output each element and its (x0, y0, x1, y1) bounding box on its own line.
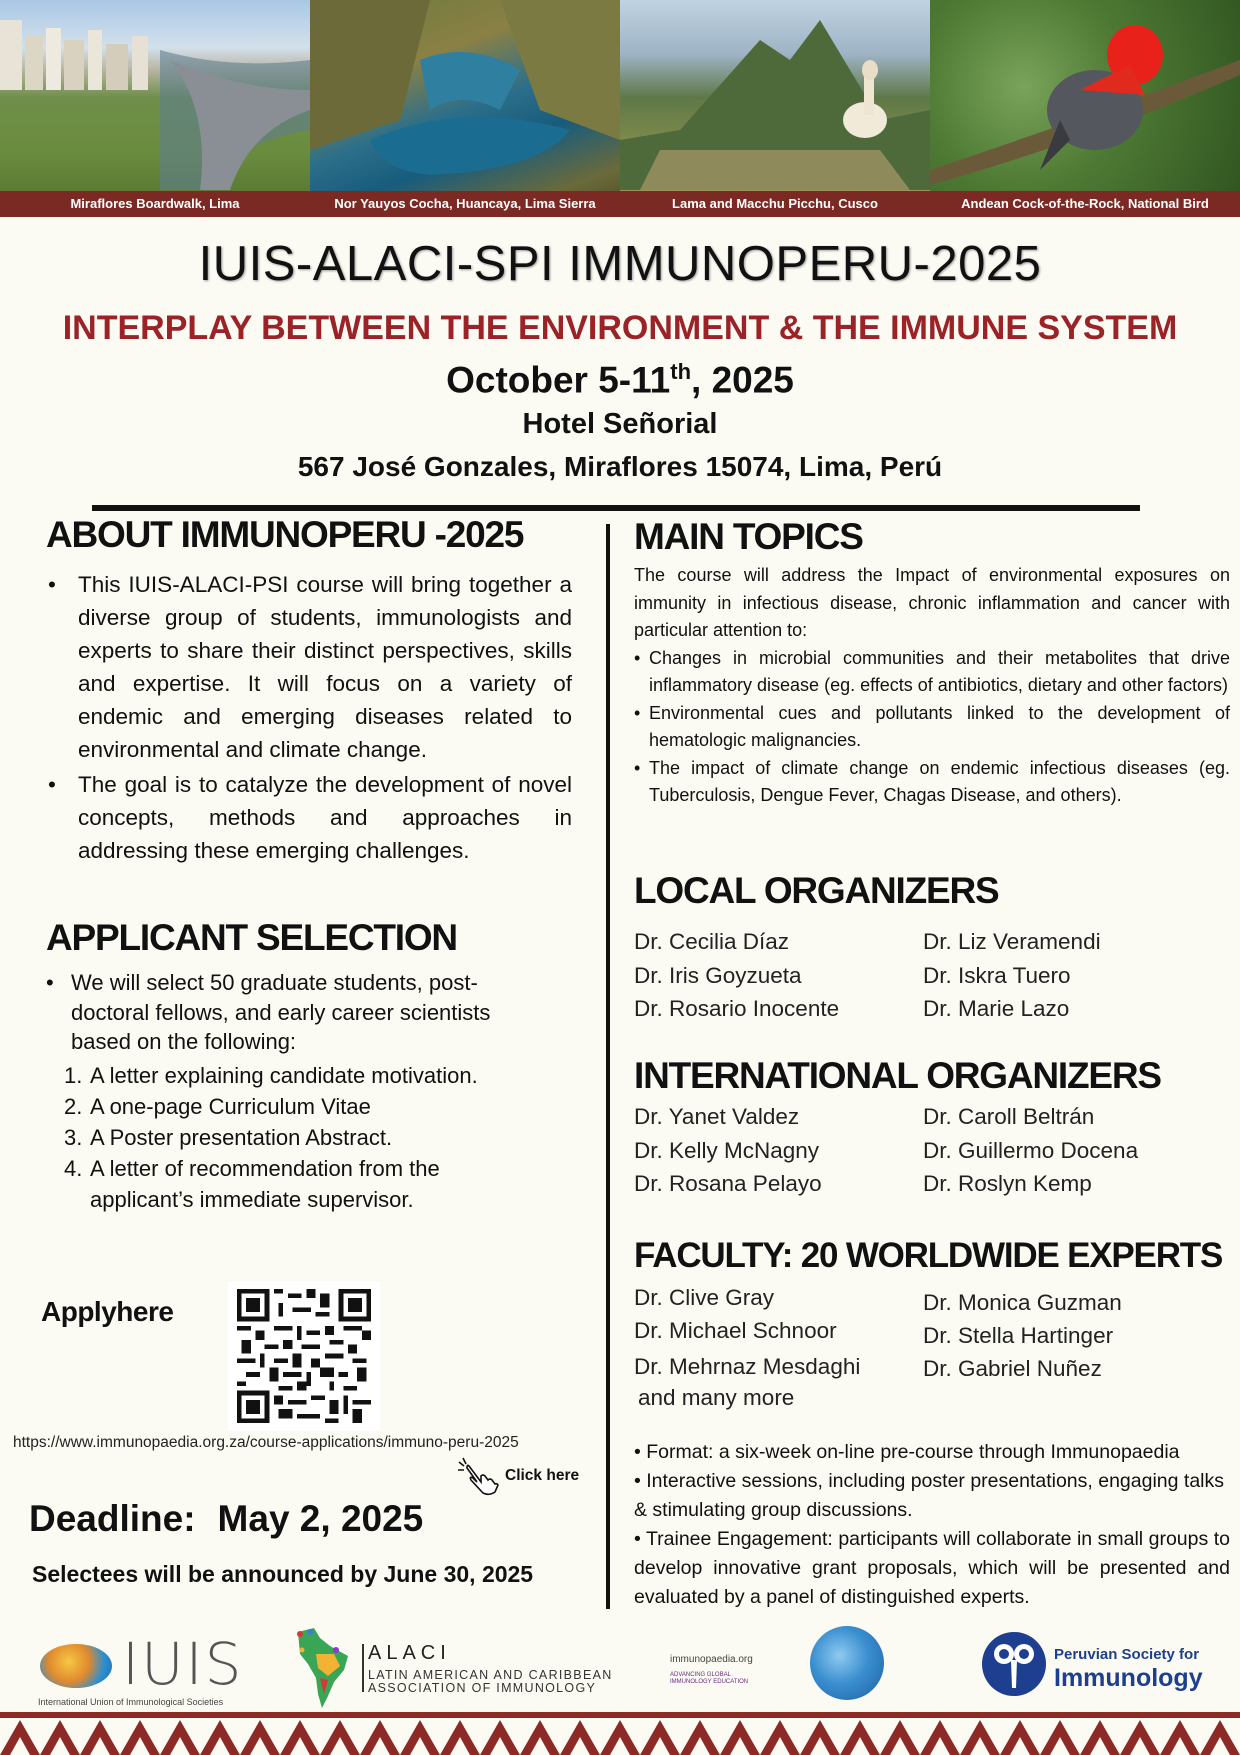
faculty-col-2 (923, 1286, 1213, 1413)
selection-number: 2. (64, 1093, 83, 1119)
faculty-heading: FACULTY: 20 WORLDWIDE EXPERTS (634, 1236, 1223, 1275)
faculty-col-1 (634, 1281, 923, 1413)
header-divider (92, 505, 1140, 511)
faculty-name: Dr. Monica Guzman (923, 1290, 1122, 1315)
international-organizers-section (634, 1055, 1230, 1201)
selection-item (46, 1153, 516, 1215)
announcement: Selectees will be announced by June 30, 2025 (32, 1561, 534, 1587)
topics-intro: The course will address the Impact of environmental exposures on immunity in infectious disease, chronic inflammation and cancer with particular attention to: (634, 565, 1230, 640)
topic-item: • Environmental cues and pollutants linked to the development of hematologic malignancies. (634, 700, 1230, 755)
selection-heading: APPLICANT SELECTION (46, 917, 457, 958)
selection-section (46, 917, 572, 1215)
faculty-section (634, 1236, 1230, 1413)
pointing-hand-icon (455, 1456, 501, 1496)
immunopaedia-logo (660, 1622, 900, 1712)
faculty-list (634, 1281, 1230, 1413)
faculty-name: Dr. Gabriel Nuñez (923, 1356, 1102, 1381)
date-year: , 2025 (691, 359, 794, 401)
organizer-name: Dr. Kelly McNagny (634, 1137, 820, 1163)
organizer-name: Dr. Iskra Tuero (923, 962, 1071, 988)
photo-caption: Andean Cock-of-the-Rock, National Bird (930, 191, 1240, 217)
detail-format: • Format: a six-week on-line pre-course through Immunopaedia (634, 1441, 1180, 1463)
local-organizers-section (634, 870, 1230, 1026)
about-section (46, 514, 572, 869)
organizer-name: Dr. Liz Veramendi (923, 929, 1101, 954)
organizer-name: Dr. Iris Goyzueta (634, 962, 802, 988)
psi-line-1: Peruvian Society for (1054, 1646, 1200, 1663)
selection-text: A letter explaining candidate motivation. (90, 1062, 478, 1088)
apply-url-link[interactable]: https://www.immunopaedia.org.za/course-applications/immuno-peru-2025 (13, 1434, 519, 1451)
organizer-name: Dr. Yanet Valdez (634, 1104, 800, 1129)
page-title: IUIS-ALACI-SPI IMMUNOPERU-2025 (198, 237, 1042, 291)
psi-emblem-icon (978, 1626, 1050, 1698)
organizer-name: Dr. Guillermo Docena (923, 1137, 1139, 1163)
deadline-date: May 2, 2025 (217, 1498, 424, 1539)
photo-miraflores (0, 0, 310, 217)
organizer-name: Dr. Rosana Pelayo (634, 1171, 822, 1196)
organizer-name: Dr. Rosario Inocente (634, 996, 840, 1021)
date-suffix: th (670, 359, 692, 384)
event-date (0, 359, 1240, 401)
organizer-name: Dr. Cecilia Díaz (634, 929, 790, 954)
detail-sessions: • Interactive sessions, including poster presentations, engaging talks & stimulating group discussions. (634, 1470, 1224, 1521)
photo-caption: Lama and Macchu Picchu, Cusco (620, 191, 930, 217)
organizer-name: Dr. Marie Lazo (923, 996, 1070, 1021)
international-organizers-heading: INTERNATIONAL ORGANIZERS (634, 1055, 1161, 1096)
selection-item (46, 1122, 572, 1153)
immunopaedia-tagline: ADVANCING GLOBAL IMMUNOLOGY EDUCATION (670, 1672, 749, 1685)
faculty-name: Dr. Stella Hartinger (923, 1323, 1114, 1348)
selection-number: 3. (64, 1124, 83, 1150)
selection-item (46, 1060, 572, 1091)
immunopaedia-name: immunopaedia.org (670, 1654, 753, 1665)
selection-text: A letter of recommendation from the applicant’s immediate supervisor. (90, 1155, 440, 1212)
deadline (29, 1498, 423, 1540)
photo-strip (0, 0, 1240, 217)
event-address: 567 José Gonzales, Miraflores 15074, Lima, Perú (297, 451, 943, 482)
iuis-subtitle: International Union of Immunological Societies (38, 1697, 224, 1707)
detail-engagement: • Trainee Engagement: participants will collaborate in small groups to develop innovative grant proposals, which will be presented and evaluated by a panel of distinguished experts. (634, 1528, 1230, 1608)
photo-cock-of-the-rock (930, 0, 1240, 217)
selection-number: 4. (64, 1155, 83, 1181)
topic-item: • The impact of climate change on endemic infectious diseases (eg. Tuberculosis, Dengue Fever, Chagas Disease, and others). (634, 755, 1230, 810)
column-divider (606, 524, 610, 1609)
selection-text: A Poster presentation Abstract. (90, 1124, 393, 1150)
faculty-name: Dr. Michael Schnoor (634, 1318, 837, 1343)
local-organizers-heading: LOCAL ORGANIZERS (634, 870, 999, 911)
about-heading: ABOUT IMMUNOPERU -2025 (46, 514, 524, 555)
selection-text: A one-page Curriculum Vitae (90, 1093, 371, 1119)
selection-intro: • We will select 50 graduate students, post-doctoral fellows, and early career scientists based on the following: (46, 968, 546, 1057)
alaci-name: ALACI (368, 1642, 451, 1664)
alaci-line-2: ASSOCIATION OF IMMUNOLOGY (368, 1681, 597, 1695)
iuis-logo (38, 1630, 244, 1710)
alaci-line-1: LATIN AMERICAN AND CARIBBEAN (368, 1668, 613, 1682)
topics-list (634, 645, 1230, 810)
iuis-name: IUIS (122, 1630, 244, 1698)
earth-icon (810, 1626, 884, 1700)
globe-icon (40, 1644, 112, 1688)
date-main: October 5-11 (446, 359, 671, 401)
about-item: • The goal is to catalyze the development of novel concepts, methods and approaches in addressing these emerging challenges. (46, 768, 572, 867)
photo-caption: Miraflores Boardwalk, Lima (0, 191, 310, 217)
faculty-name: Dr. Mehrnaz Mesdaghi (634, 1354, 861, 1379)
psi-line-2: Immunology (1054, 1664, 1203, 1692)
alaci-logo (290, 1624, 620, 1709)
selection-list (46, 1060, 572, 1215)
international-organizers-list (634, 1100, 1230, 1201)
photo-nor-yauyos (310, 0, 620, 217)
topic-item: • Changes in microbial communities and their metabolites that drive inflammatory disease (eg. effects of antibiotics, dietary and other factors) (634, 645, 1230, 700)
faculty-more: and many more (638, 1385, 795, 1410)
topics-section (634, 516, 1230, 810)
sponsor-logos (0, 1622, 1240, 1712)
about-list (46, 568, 572, 867)
deadline-label: Deadline: (29, 1498, 196, 1539)
photo-macchu-picchu (620, 0, 930, 217)
event-venue: Hotel Señorial (522, 408, 718, 440)
faculty-name: Dr. Clive Gray (634, 1285, 775, 1310)
alaci-divider (362, 1644, 364, 1692)
apply-label: Applyhere (41, 1296, 174, 1327)
photo-caption: Nor Yauyos Cocha, Huancaya, Lima Sierra (310, 191, 620, 217)
selection-item (46, 1091, 572, 1122)
local-organizers-list (634, 925, 1230, 1026)
organizer-name: Dr. Caroll Beltrán (923, 1104, 1095, 1129)
course-details (634, 1438, 1230, 1612)
page-subtitle: INTERPLAY BETWEEN THE ENVIRONMENT & THE IMMUNE SYSTEM (62, 309, 1178, 347)
click-here-label: Click here (505, 1467, 580, 1484)
psi-logo (978, 1626, 1218, 1706)
decorative-border (0, 1712, 1240, 1755)
about-item: • This IUIS-ALACI-PSI course will bring together a diverse group of students, immunologists and experts to share their distinct perspectives, skills and expertise. It will focus on a variety of endemic and emerging diseases related to environmental and climate change. (46, 568, 572, 766)
topics-heading: MAIN TOPICS (634, 516, 863, 557)
organizer-name: Dr. Roslyn Kemp (923, 1171, 1092, 1196)
latin-america-map-icon (290, 1624, 360, 1709)
click-here-link[interactable] (455, 1456, 579, 1496)
selection-number: 1. (64, 1062, 83, 1088)
qr-code-icon[interactable] (228, 1281, 380, 1431)
